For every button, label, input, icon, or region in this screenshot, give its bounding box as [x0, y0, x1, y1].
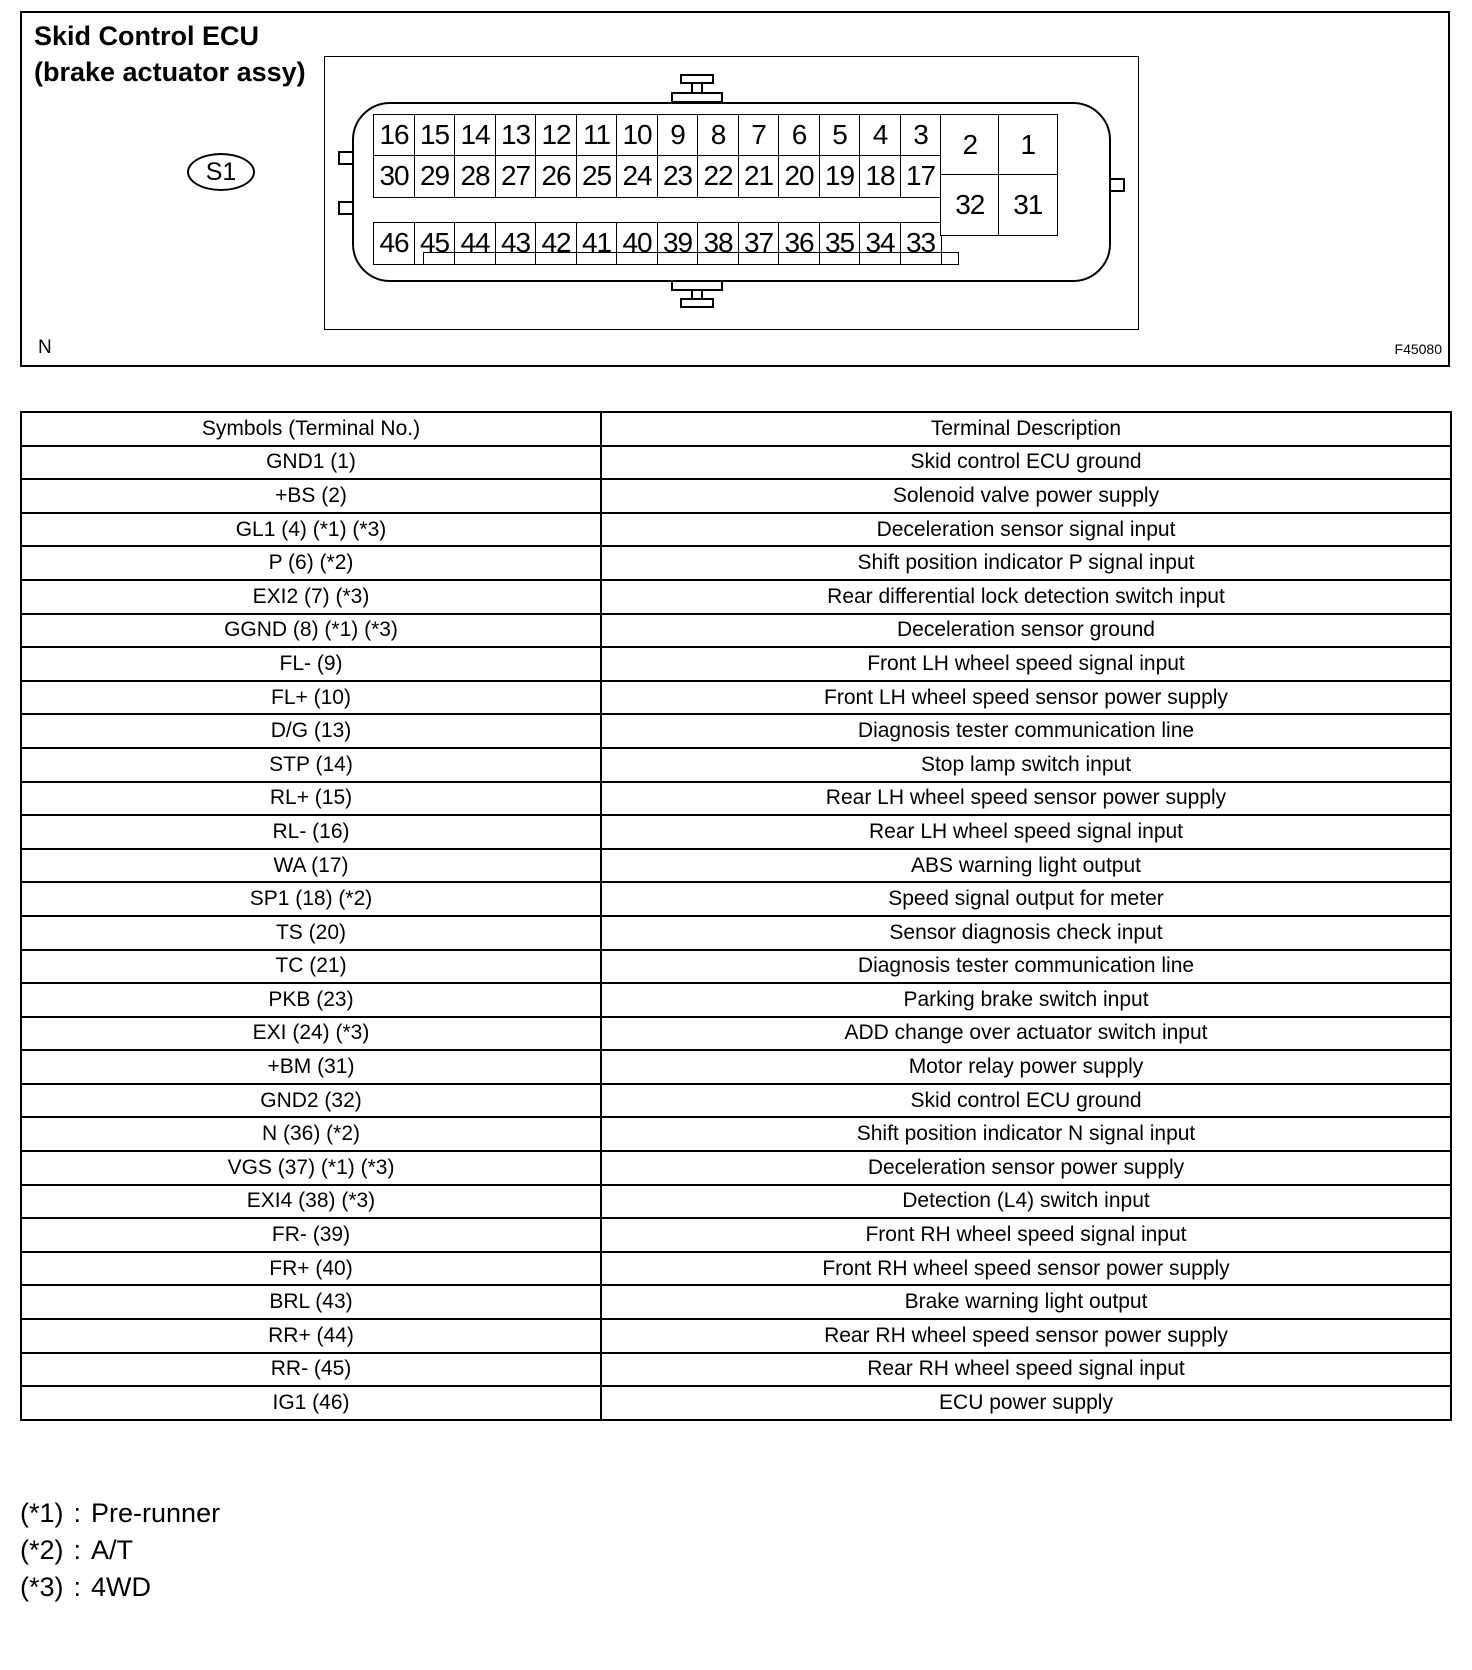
connector-pin: 13 [495, 114, 537, 157]
description-cell: ECU power supply [601, 1386, 1451, 1420]
description-cell: Rear differential lock detection switch input [601, 580, 1451, 614]
symbol-cell: EXI2 (7) (*3) [21, 580, 601, 614]
connector-pin: 24 [616, 155, 658, 198]
connector-pin: 33 [900, 222, 942, 265]
note-value: 4WD [91, 1572, 152, 1602]
table-row [21, 882, 1451, 916]
connector-pin: 40 [616, 222, 658, 265]
description-cell: Front LH wheel speed sensor power supply [601, 681, 1451, 715]
view-letter: N [38, 337, 52, 358]
connector-pin: 41 [576, 222, 618, 265]
connector-pin: 23 [657, 155, 699, 198]
table-row [21, 546, 1451, 580]
description-cell: Speed signal output for meter [601, 882, 1451, 916]
symbol-cell: STP (14) [21, 748, 601, 782]
connector-pin-large: 31 [998, 174, 1058, 236]
table-row [21, 714, 1451, 748]
table-row [21, 782, 1451, 816]
connector-pin: 20 [778, 155, 820, 198]
connector-pin: 11 [576, 114, 618, 157]
connector-pin: 25 [576, 155, 618, 198]
table-row [21, 1353, 1451, 1387]
connector-pin: 29 [414, 155, 456, 198]
connector-pin: 19 [819, 155, 861, 198]
table-row [21, 1084, 1451, 1118]
symbol-cell: N (36) (*2) [21, 1117, 601, 1151]
connector-pin: 16 [373, 114, 415, 157]
connector-pin-large: 2 [940, 114, 1000, 176]
diagram-subtitle: (brake actuator assy) [34, 57, 306, 87]
note-key: (*3) [20, 1572, 64, 1602]
header-description: Terminal Description [601, 412, 1451, 446]
table-row [21, 513, 1451, 547]
connector-divider-bar [423, 252, 959, 265]
table-row [21, 614, 1451, 648]
connector-pin: 46 [373, 222, 415, 265]
symbol-cell: VGS (37) (*1) (*3) [21, 1151, 601, 1185]
symbol-cell: SP1 (18) (*2) [21, 882, 601, 916]
note-key: (*1) [20, 1498, 64, 1528]
connector-diagram-panel [20, 11, 1450, 367]
connector-pin: 45 [414, 222, 456, 265]
table-row [21, 983, 1451, 1017]
header-symbol: Symbols (Terminal No.) [21, 412, 601, 446]
description-cell: ABS warning light output [601, 849, 1451, 883]
table-row [21, 479, 1451, 513]
connector-pin: 17 [900, 155, 942, 198]
table-row [21, 647, 1451, 681]
table-row [21, 1017, 1451, 1051]
connector-pin-large: 1 [998, 114, 1058, 176]
symbol-cell: FL- (9) [21, 647, 601, 681]
symbol-cell: PKB (23) [21, 983, 601, 1017]
table-body [21, 446, 1451, 1420]
connector-pin: 5 [819, 114, 861, 157]
table-row [21, 446, 1451, 480]
symbol-cell: +BS (2) [21, 479, 601, 513]
symbol-cell: GND1 (1) [21, 446, 601, 480]
connector-pin: 38 [697, 222, 739, 265]
symbol-cell: RL- (16) [21, 815, 601, 849]
symbol-cell: FR+ (40) [21, 1252, 601, 1286]
description-cell: Detection (L4) switch input [601, 1185, 1451, 1219]
description-cell: Rear LH wheel speed signal input [601, 815, 1451, 849]
right-tab-icon [1109, 178, 1125, 192]
symbol-cell: WA (17) [21, 849, 601, 883]
connector-pin: 7 [738, 114, 780, 157]
connector-pin: 9 [657, 114, 699, 157]
table-row [21, 916, 1451, 950]
figure-code: F45080 [1394, 341, 1442, 357]
description-cell: Motor relay power supply [601, 1050, 1451, 1084]
description-cell: Front RH wheel speed signal input [601, 1218, 1451, 1252]
description-cell: Brake warning light output [601, 1285, 1451, 1319]
table-row [21, 1319, 1451, 1353]
connector-pin: 36 [778, 222, 820, 265]
connector-pin: 21 [738, 155, 780, 198]
note-value: Pre-runner [91, 1498, 221, 1528]
connector-pin: 28 [454, 155, 496, 198]
symbol-cell: IG1 (46) [21, 1386, 601, 1420]
description-cell: Skid control ECU ground [601, 1084, 1451, 1118]
symbol-cell: TC (21) [21, 950, 601, 984]
connector-pin: 4 [859, 114, 901, 157]
description-cell: Diagnosis tester communication line [601, 950, 1451, 984]
symbol-cell: TS (20) [21, 916, 601, 950]
connector-pin: 26 [535, 155, 577, 198]
symbol-cell: FL+ (10) [21, 681, 601, 715]
connector-body [352, 102, 1111, 282]
note-2: (*2) : A/T [20, 1535, 134, 1565]
connector-pin: 12 [535, 114, 577, 157]
description-cell: Deceleration sensor power supply [601, 1151, 1451, 1185]
symbol-cell: RR+ (44) [21, 1319, 601, 1353]
connector-pin: 35 [819, 222, 861, 265]
terminal-table [20, 411, 1452, 1421]
table-row [21, 1151, 1451, 1185]
description-cell: Parking brake switch input [601, 983, 1451, 1017]
connector-pin: 10 [616, 114, 658, 157]
table-row [21, 1185, 1451, 1219]
description-cell: Sensor diagnosis check input [601, 916, 1451, 950]
description-cell: Skid control ECU ground [601, 446, 1451, 480]
description-cell: Stop lamp switch input [601, 748, 1451, 782]
note-3: (*3) : 4WD [20, 1572, 152, 1602]
description-cell: Deceleration sensor signal input [601, 513, 1451, 547]
description-cell: Solenoid valve power supply [601, 479, 1451, 513]
symbol-cell: +BM (31) [21, 1050, 601, 1084]
note-key: (*2) [20, 1535, 64, 1565]
diagram-title: Skid Control ECU [34, 21, 260, 51]
top-latch-icon [680, 74, 714, 84]
description-cell: Rear RH wheel speed signal input [601, 1353, 1451, 1387]
note-1: (*1) : Pre-runner [20, 1498, 221, 1528]
connector-pin: 18 [859, 155, 901, 198]
description-cell: Rear LH wheel speed sensor power supply [601, 782, 1451, 816]
symbol-cell: RL+ (15) [21, 782, 601, 816]
connector-id-badge: S1 [187, 153, 255, 191]
connector-pin: 30 [373, 155, 415, 198]
note-value: A/T [91, 1535, 134, 1565]
symbol-cell: EXI4 (38) (*3) [21, 1185, 601, 1219]
bottom-latch-icon [680, 298, 714, 308]
description-cell: Rear RH wheel speed sensor power supply [601, 1319, 1451, 1353]
connector-pin: 43 [495, 222, 537, 265]
connector-pin: 27 [495, 155, 537, 198]
symbol-cell: P (6) (*2) [21, 546, 601, 580]
connector-pin: 6 [778, 114, 820, 157]
description-cell: Front LH wheel speed signal input [601, 647, 1451, 681]
table-row [21, 1050, 1451, 1084]
symbol-cell: GND2 (32) [21, 1084, 601, 1118]
connector-pin: 37 [738, 222, 780, 265]
table-row [21, 950, 1451, 984]
description-cell: ADD change over actuator switch input [601, 1017, 1451, 1051]
table-row [21, 815, 1451, 849]
connector-pin-large: 32 [940, 174, 1000, 236]
symbol-cell: FR- (39) [21, 1218, 601, 1252]
description-cell: Shift position indicator N signal input [601, 1117, 1451, 1151]
table-row [21, 1218, 1451, 1252]
connector-pin: 39 [657, 222, 699, 265]
symbol-cell: D/G (13) [21, 714, 601, 748]
symbol-cell: RR- (45) [21, 1353, 601, 1387]
table-row [21, 681, 1451, 715]
symbol-cell: BRL (43) [21, 1285, 601, 1319]
connector-pin: 22 [697, 155, 739, 198]
symbol-cell: EXI (24) (*3) [21, 1017, 601, 1051]
connector-pin: 34 [859, 222, 901, 265]
connector-pin: 44 [454, 222, 496, 265]
table-row [21, 1285, 1451, 1319]
connector-pin: 15 [414, 114, 456, 157]
table-row [21, 1386, 1451, 1420]
connector-pin: 14 [454, 114, 496, 157]
connector-box [324, 56, 1139, 330]
connector-pin: 42 [535, 222, 577, 265]
table-row [21, 748, 1451, 782]
symbol-cell: GL1 (4) (*1) (*3) [21, 513, 601, 547]
connector-pin: 3 [900, 114, 942, 157]
description-cell: Front RH wheel speed sensor power supply [601, 1252, 1451, 1286]
description-cell: Deceleration sensor ground [601, 614, 1451, 648]
table-row [21, 849, 1451, 883]
table-row [21, 580, 1451, 614]
table-row [21, 1117, 1451, 1151]
table-header-row [21, 412, 1451, 446]
table-row [21, 1252, 1451, 1286]
description-cell: Diagnosis tester communication line [601, 714, 1451, 748]
description-cell: Shift position indicator P signal input [601, 546, 1451, 580]
connector-pin: 8 [697, 114, 739, 157]
symbol-cell: GGND (8) (*1) (*3) [21, 614, 601, 648]
